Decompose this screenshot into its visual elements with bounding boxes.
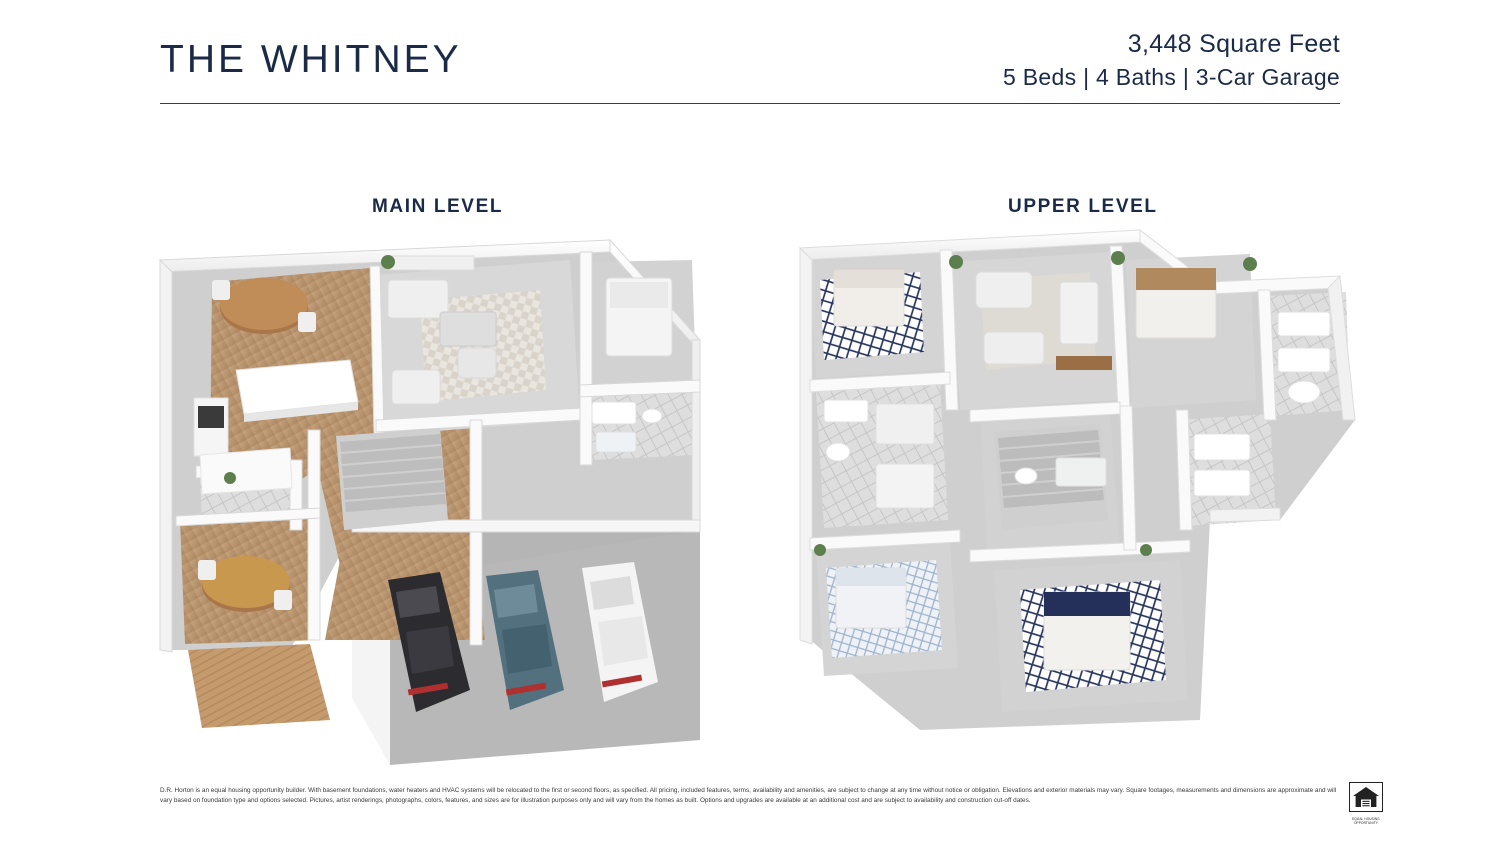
equal-housing-opportunity-caption: EQUAL HOUSING OPPORTUNITY: [1352, 817, 1380, 825]
disclaimer-text: D.R. Horton is an equal housing opportunity builder. With basement foundations, water heaters and HVAC systems will be relocated to the first or second floors, as specified. All pricing, included features, terms, availability and amenities, are subject to change at any time without notice or obligation. Elevations and exterior materials may vary. Square footages, measurements and dimensions are approximate and will vary based on foundation type and options selected. Pictures, artist renderings, photographs, colors, features, and sizes are for illustration purposes only and will vary from the homes as built. Options and upgrades are available at an additional cost and are subject to availability and construction cut-off dates.: [160, 787, 1337, 804]
main-level-floorplan: [140, 220, 720, 765]
main-level-stairs: [336, 428, 448, 530]
plan-stats: [1003, 24, 1340, 93]
bed-bedroom-4: [836, 568, 906, 628]
bedroom-furniture: [606, 278, 672, 356]
bed-bath-garage-text: 5 Beds | 4 Baths | 3-Car Garage: [1002, 63, 1340, 90]
square-feet-text: 3,448 Square Feet: [1127, 30, 1340, 58]
upper-level-floorplan: [780, 220, 1360, 740]
garage-vehicles: [388, 562, 658, 712]
header-divider: [160, 103, 1340, 104]
bed-bedroom-2: [834, 270, 904, 326]
bed-bedroom-5: [1044, 592, 1130, 670]
page-footer: [160, 786, 1340, 806]
bed-owners: [1136, 268, 1216, 338]
upper-level-label: UPPER LEVEL: [1008, 196, 1158, 217]
page-title: THE WHITNEY: [160, 38, 462, 81]
equal-housing-opportunity-icon: [1348, 782, 1384, 825]
main-level-label: MAIN LEVEL: [372, 196, 504, 217]
page-header: [160, 24, 1340, 104]
